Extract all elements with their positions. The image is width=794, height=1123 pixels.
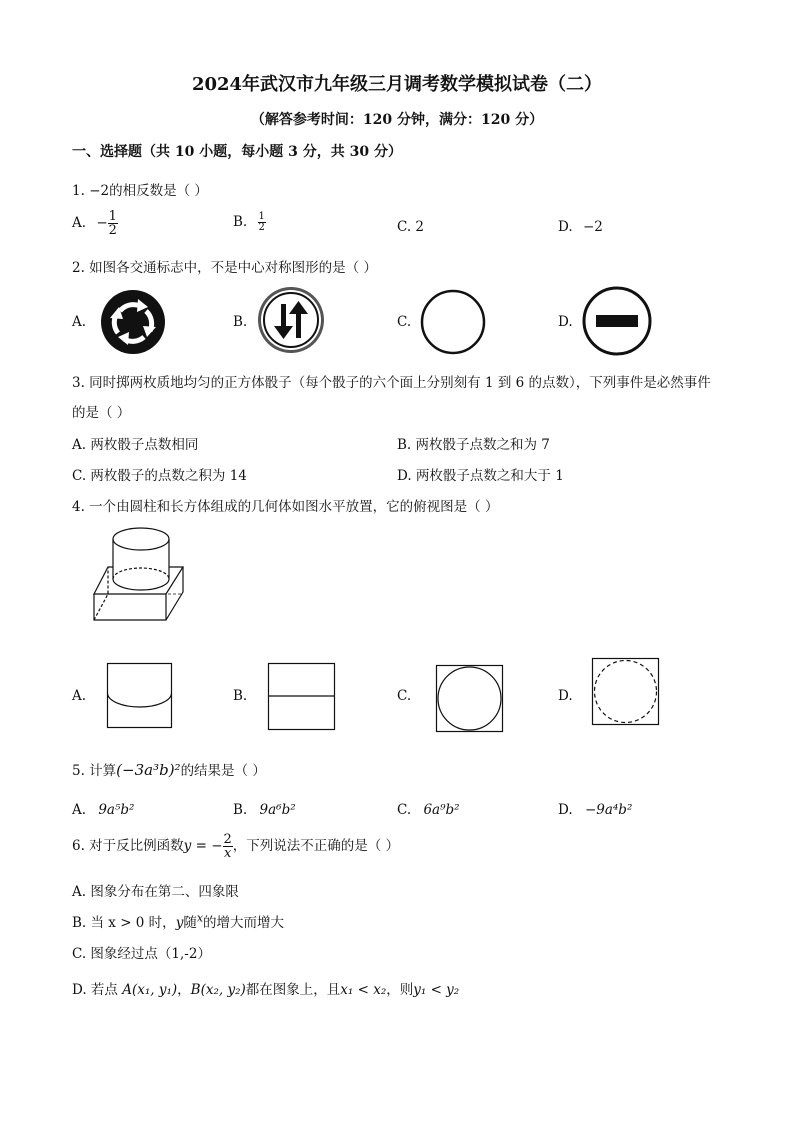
option-d-mid: 都在图象上，且 (245, 982, 341, 998)
option-c-expression: 6a⁹b² (423, 802, 460, 818)
question-6-option-c[interactable]: C. 图象经过点（1,-2） (72, 946, 211, 962)
option-d-point-a: A(x₁, y₁) (122, 982, 178, 998)
cylinder-on-box-figure (88, 522, 188, 624)
option-b-expression: 9a⁶b² (259, 802, 296, 818)
option-a-label: A. (72, 215, 87, 231)
option-d-label: D. (558, 802, 573, 818)
option-b-pre: B. 当 x > 0 时， (72, 915, 176, 931)
question-5-option-a[interactable] (72, 802, 134, 818)
option-a-label: A. (72, 802, 87, 818)
question-3-option-a[interactable]: A. 两枚骰子点数相同 (72, 437, 199, 453)
question-2-option-a-label[interactable]: A. (72, 314, 87, 330)
question-6-function-lhs: y = − (183, 838, 223, 854)
question-2-option-b-label[interactable]: B. (233, 314, 248, 330)
option-a-sign: − (96, 215, 108, 231)
question-6-option-d[interactable] (72, 978, 459, 998)
empty-circle-sign-icon[interactable] (420, 289, 486, 355)
question-1-option-b[interactable] (233, 212, 266, 233)
question-1-option-c[interactable]: C. 2 (397, 219, 425, 235)
question-4-stem: 4. 一个由圆柱和长方体组成的几何体如图水平放置，它的俯视图是（ ） (72, 499, 499, 515)
two-way-traffic-sign-icon[interactable] (257, 286, 325, 354)
option-b-fraction (258, 212, 266, 233)
question-2-stem: 2. 如图各交通标志中，不是中心对称图形的是（ ） (72, 260, 377, 276)
question-3-option-d[interactable]: D. 两枚骰子点数之和大于 1 (397, 468, 564, 484)
option-c-label: C. (397, 802, 412, 818)
fraction-numerator: 1 (108, 209, 117, 224)
exam-title: 2024年武汉市九年级三月调考数学模拟试卷（二） (191, 74, 603, 95)
fraction-numerator: 2 (223, 832, 232, 847)
top-view-option-c-icon[interactable] (436, 665, 504, 733)
fraction-denominator: x (223, 846, 232, 861)
option-b-x: x (196, 911, 204, 925)
option-d-label: D. (558, 219, 573, 235)
question-1-stem-tail: 的相反数是（ ） (109, 183, 208, 199)
question-1-option-d[interactable] (558, 219, 603, 235)
option-b-mid: 随 (183, 915, 197, 931)
question-2-option-c-label[interactable]: C. (397, 314, 412, 330)
exam-subtitle: （解答参考时间：120 分钟，满分：120 分） (250, 112, 544, 128)
top-view-option-b-icon[interactable] (268, 663, 336, 731)
option-d-value: −2 (582, 219, 603, 235)
question-6-stem-pre: 6. 对于反比例函数 (72, 838, 184, 854)
option-d-condition: x₁ < x₂ (340, 982, 387, 998)
option-d-result: y₁ < y₂ (413, 982, 460, 998)
question-4-option-d-label[interactable]: D. (558, 688, 573, 704)
question-6-option-a[interactable]: A. 图象分布在第二、四象限 (72, 884, 239, 900)
question-3-option-b[interactable]: B. 两枚骰子点数之和为 7 (397, 437, 550, 453)
option-b-post: 的增大而增大 (203, 915, 285, 931)
question-3-stem-line1: 3. 同时掷两枚质地均匀的正方体骰子（每个骰子的六个面上分别刻有 1 到 6 的点数），下列事件是必然事件 (72, 375, 711, 391)
option-a-expression: 9a⁵b² (98, 802, 135, 818)
question-5-stem-pre: 5. 计算 (72, 763, 117, 779)
option-d-then: ，则 (386, 982, 414, 998)
no-entry-sign-icon[interactable] (582, 286, 652, 356)
question-6-stem (72, 833, 399, 860)
question-1-stem (72, 179, 208, 199)
question-3-stem-line2: 的是（ ） (72, 405, 131, 421)
question-4-option-c-label[interactable]: C. (397, 688, 412, 704)
question-5-stem-post: 的结果是（ ） (180, 763, 266, 779)
option-b-label: B. (233, 802, 248, 818)
question-5-stem (72, 759, 266, 779)
option-a-fraction (108, 210, 118, 237)
top-view-option-d-icon[interactable] (592, 658, 660, 726)
option-d-expression: −9a⁴b² (584, 802, 633, 818)
option-b-y: y (175, 915, 184, 931)
option-d-point-b: B(x₂, y₂) (190, 982, 246, 998)
question-1-value: −2 (89, 183, 110, 199)
question-6-stem-post: ，下列说法不正确的是（ ） (232, 838, 400, 854)
roundabout-sign-icon[interactable] (100, 289, 166, 355)
question-4-option-b-label[interactable]: B. (233, 688, 248, 704)
fraction-numerator: 1 (258, 211, 265, 222)
question-5-option-b[interactable] (233, 802, 296, 818)
question-5-option-d[interactable] (558, 802, 632, 818)
question-5-option-c[interactable] (397, 802, 460, 818)
option-b-label: B. (233, 214, 248, 230)
question-1-option-a[interactable] (72, 210, 118, 237)
fraction-denominator: 2 (108, 223, 117, 238)
question-5-expression: (−3a³b)² (116, 761, 181, 779)
question-3-option-c[interactable]: C. 两枚骰子的点数之积为 14 (72, 468, 247, 484)
fraction-denominator: 2 (258, 222, 265, 233)
question-2-option-d-label[interactable]: D. (558, 314, 573, 330)
option-d-pre: D. 若点 (72, 982, 118, 998)
option-d-separator: ， (177, 982, 191, 998)
question-6-fraction (223, 833, 233, 860)
question-6-option-b[interactable] (72, 911, 284, 931)
question-4-option-a-label[interactable]: A. (72, 688, 87, 704)
question-1-number: 1. (72, 183, 85, 199)
top-view-option-a-icon[interactable] (107, 663, 173, 729)
section-heading: 一、选择题（共 10 小题，每小题 3 分，共 30 分） (72, 144, 402, 160)
